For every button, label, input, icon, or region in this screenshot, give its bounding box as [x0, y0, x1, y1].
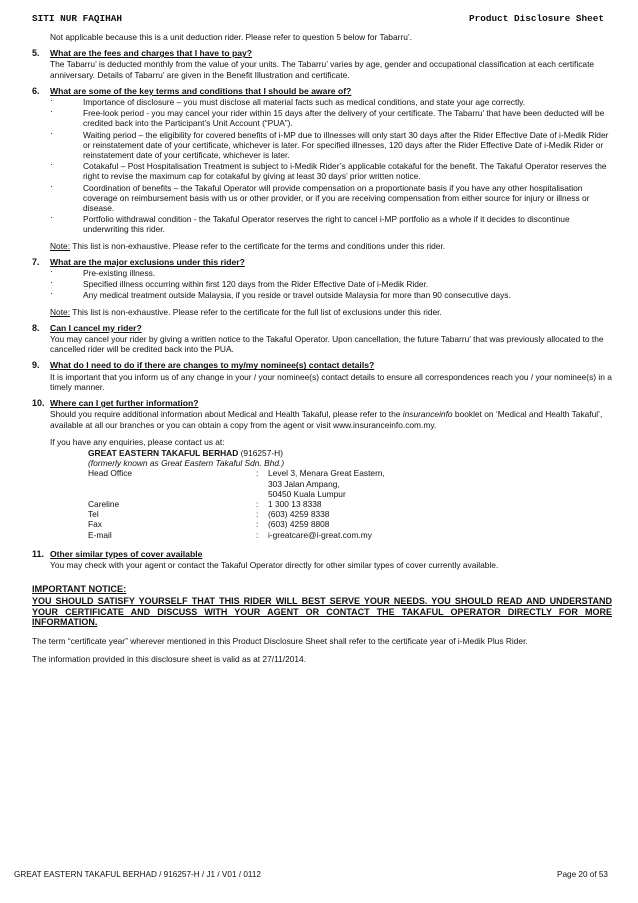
- bullet-icon: ·: [50, 127, 53, 138]
- list-item: · Coordination of benefits – the Takaful Operator will provide compensation on a proportionate basis if you have any other hospitalisation coverage on reimbursement basis with us or other provider, or if you are receiving compensation from either source for injury or illness or disease.: [50, 180, 590, 214]
- q8-number: 8.: [32, 322, 40, 333]
- contact-row: Careline : 1 300 13 8338: [88, 498, 322, 509]
- q7-title: What are the major exclusions under this rider?: [50, 256, 245, 267]
- q10-body: Should you require additional information about Medical and Health Takaful, please refer to the insuranceinfo booklet on ‘Medical and Health Takaful’, available at all our branches or you can obtain a copy from the agent or visit www.insuranceinfo.com.my.: [50, 409, 603, 430]
- notice-text: YOU SHOULD SATISFY YOURSELF THAT THIS RIDER WILL BEST SERVE YOUR NEEDS. YOU SHOULD READ AND UNDERSTAND YOUR CERTIFICATE AND DISCUSS WITH YOUR AGENT OR CONTACT THE TAKAFUL OPERATOR DIRECTLY FOR MORE INFORMATION.: [32, 596, 612, 628]
- list-item: · Waiting period – the eligibility for covered benefits of i-MP due to illnesses will only start 30 days after the Rider Effective Date of i-Medik Rider or reinstatement date of your certificate, whichever is later. For specified illnesses, 120 days after the Rider Effective Date of i-Medik Rider or reinstatement date of your certificate, whichever is later.: [50, 127, 609, 161]
- header-doc-title: Product Disclosure Sheet: [468, 13, 604, 24]
- q6-bullet-list: [50, 97, 612, 235]
- important-notice: [32, 584, 612, 627]
- section-q10: [32, 398, 612, 540]
- q10-enquiry: If you have any enquiries, please contact us at:: [50, 436, 225, 447]
- list-item: · Cotakaful – Post Hospitalisation Treatment is subject to i-Medik Rider’s applicable cotakaful for the benefit. The Takaful Operator reserves the right to revise the maximum cap for cotakaful by giving at least 30 days’ prior written notice.: [50, 159, 607, 182]
- contact-row: Head Office : Level 3, Menara Great Eastern, 303 Jalan Ampang, 50450 Kuala Lumpur: [88, 468, 385, 499]
- intro-text: Not applicable because this is a unit deduction rider. Please refer to question 5 below for Tabarru’.: [50, 32, 413, 42]
- list-item: · Pre-existing illness.: [50, 266, 156, 279]
- bullet-icon: ·: [50, 180, 53, 191]
- page-number: Page 20 of 53: [557, 870, 608, 879]
- list-item: · Importance of disclosure – you must disclose all material facts such as medical conditions, and state your age correctly.: [50, 95, 526, 108]
- section-q9: [32, 360, 612, 392]
- section-q11: [32, 549, 612, 570]
- bullet-icon: ·: [50, 95, 53, 106]
- q11-title: Other similar types of cover available: [50, 548, 203, 559]
- header-name: SITI NUR FAQIHAH: [32, 13, 123, 24]
- footer-company: GREAT EASTERN TAKAFUL BERHAD / 916257-H / J1 / V01 / 0112: [14, 870, 261, 879]
- bullet-icon: ·: [50, 212, 53, 223]
- contact-row: E-mail : i-greatcare@i-great.com.my: [88, 529, 372, 540]
- q6-title: What are some of the key terms and conditions that I should be aware of?: [50, 85, 352, 96]
- bullet-icon: ·: [50, 106, 53, 117]
- bullet-icon: ·: [50, 159, 53, 170]
- q5-body: The Tabarru’ is deducted monthly from the value of your units. The Tabarru’ varies by age, gender and occupational classification at each certificate anniversary. Details of Tabarru’ are given in the Benefit Illustration and certificate.: [50, 59, 595, 80]
- contact-row: Fax : (603) 4259 8808: [88, 519, 330, 530]
- document-body: [32, 32, 612, 664]
- q8-title: Can I cancel my rider?: [50, 322, 142, 333]
- list-item: · Specified illness occurring within first 120 days from the Rider Effective Date of i-Medik Rider.: [50, 277, 429, 290]
- section-q7: [32, 257, 612, 317]
- q5-title: What are the fees and charges that I have to pay?: [50, 48, 253, 59]
- section-q8: [32, 323, 612, 355]
- contact-row: Tel : (603) 4259 8338: [88, 509, 330, 520]
- q5-number: 5.: [32, 48, 40, 59]
- contact-block: [88, 448, 612, 540]
- bullet-icon: ·: [50, 266, 53, 277]
- q6-number: 6.: [32, 85, 40, 96]
- bullet-icon: ·: [50, 288, 53, 299]
- q8-body: You may cancel your rider by giving a written notice to the Takaful Operator. Upon cancellation, the future Tabarru’ that was previously allocated to the cancelled rider will be credited back into the PUA.: [50, 334, 604, 355]
- section-q6: [32, 86, 612, 251]
- list-item: · Portfolio withdrawal condition - the Takaful Operator reserves the right to cancel i-MP portfolio as a whole if it decides to discontinue underwriting this rider.: [50, 212, 570, 235]
- notice-heading: IMPORTANT NOTICE:: [32, 584, 127, 595]
- q9-body: It is important that you inform us of any change in your / your nominee(s) contact details to ensure all correspondences reach you / your nominee(s) in a timely manner.: [50, 371, 612, 392]
- q9-number: 9.: [32, 360, 40, 371]
- term-note: The term “certificate year” wherever mentioned in this Product Disclosure Sheet shall refer to the certificate year of i-Medik Plus Rider.: [32, 635, 528, 646]
- q10-number: 10.: [32, 398, 45, 409]
- section-q5: [32, 48, 612, 80]
- validity-note: The information provided in this disclosure sheet is valid as at 27/11/2014.: [32, 653, 307, 664]
- company-formerly: (formerly known as Great Eastern Takaful Sdn. Bhd.): [88, 458, 285, 469]
- q6-note: Note: This list is non-exhaustive. Please refer to the certificate for the terms and conditions under this rider.: [50, 240, 446, 251]
- q7-note: Note: This list is non-exhaustive. Please refer to the certificate for the full list of exclusions under this rider.: [50, 306, 442, 317]
- q11-number: 11.: [32, 548, 45, 559]
- q10-title: Where can I get further information?: [50, 398, 199, 409]
- company-name: GREAT EASTERN TAKAFUL BERHAD (916257-H): [88, 447, 283, 458]
- list-item: · Any medical treatment outside Malaysia, if you reside or travel outside Malaysia for more than 90 consecutive days.: [50, 288, 511, 301]
- q7-bullet-list: [50, 268, 612, 301]
- bullet-icon: ·: [50, 277, 53, 288]
- q7-number: 7.: [32, 256, 40, 267]
- q9-title: What do I need to do if there are changes to my/my nominee(s) contact details?: [50, 360, 375, 371]
- list-item: · Free-look period - you may cancel your rider within 15 days after the delivery of your certificate. The Tabarru’ that have been deducted will be credited back into the Participant’s Unit Account (“PUA”).: [50, 106, 605, 129]
- q11-body: You may check with your agent or contact the Takaful Operator directly for other similar types of cover currently available.: [50, 559, 499, 570]
- page-header: [24, 14, 604, 26]
